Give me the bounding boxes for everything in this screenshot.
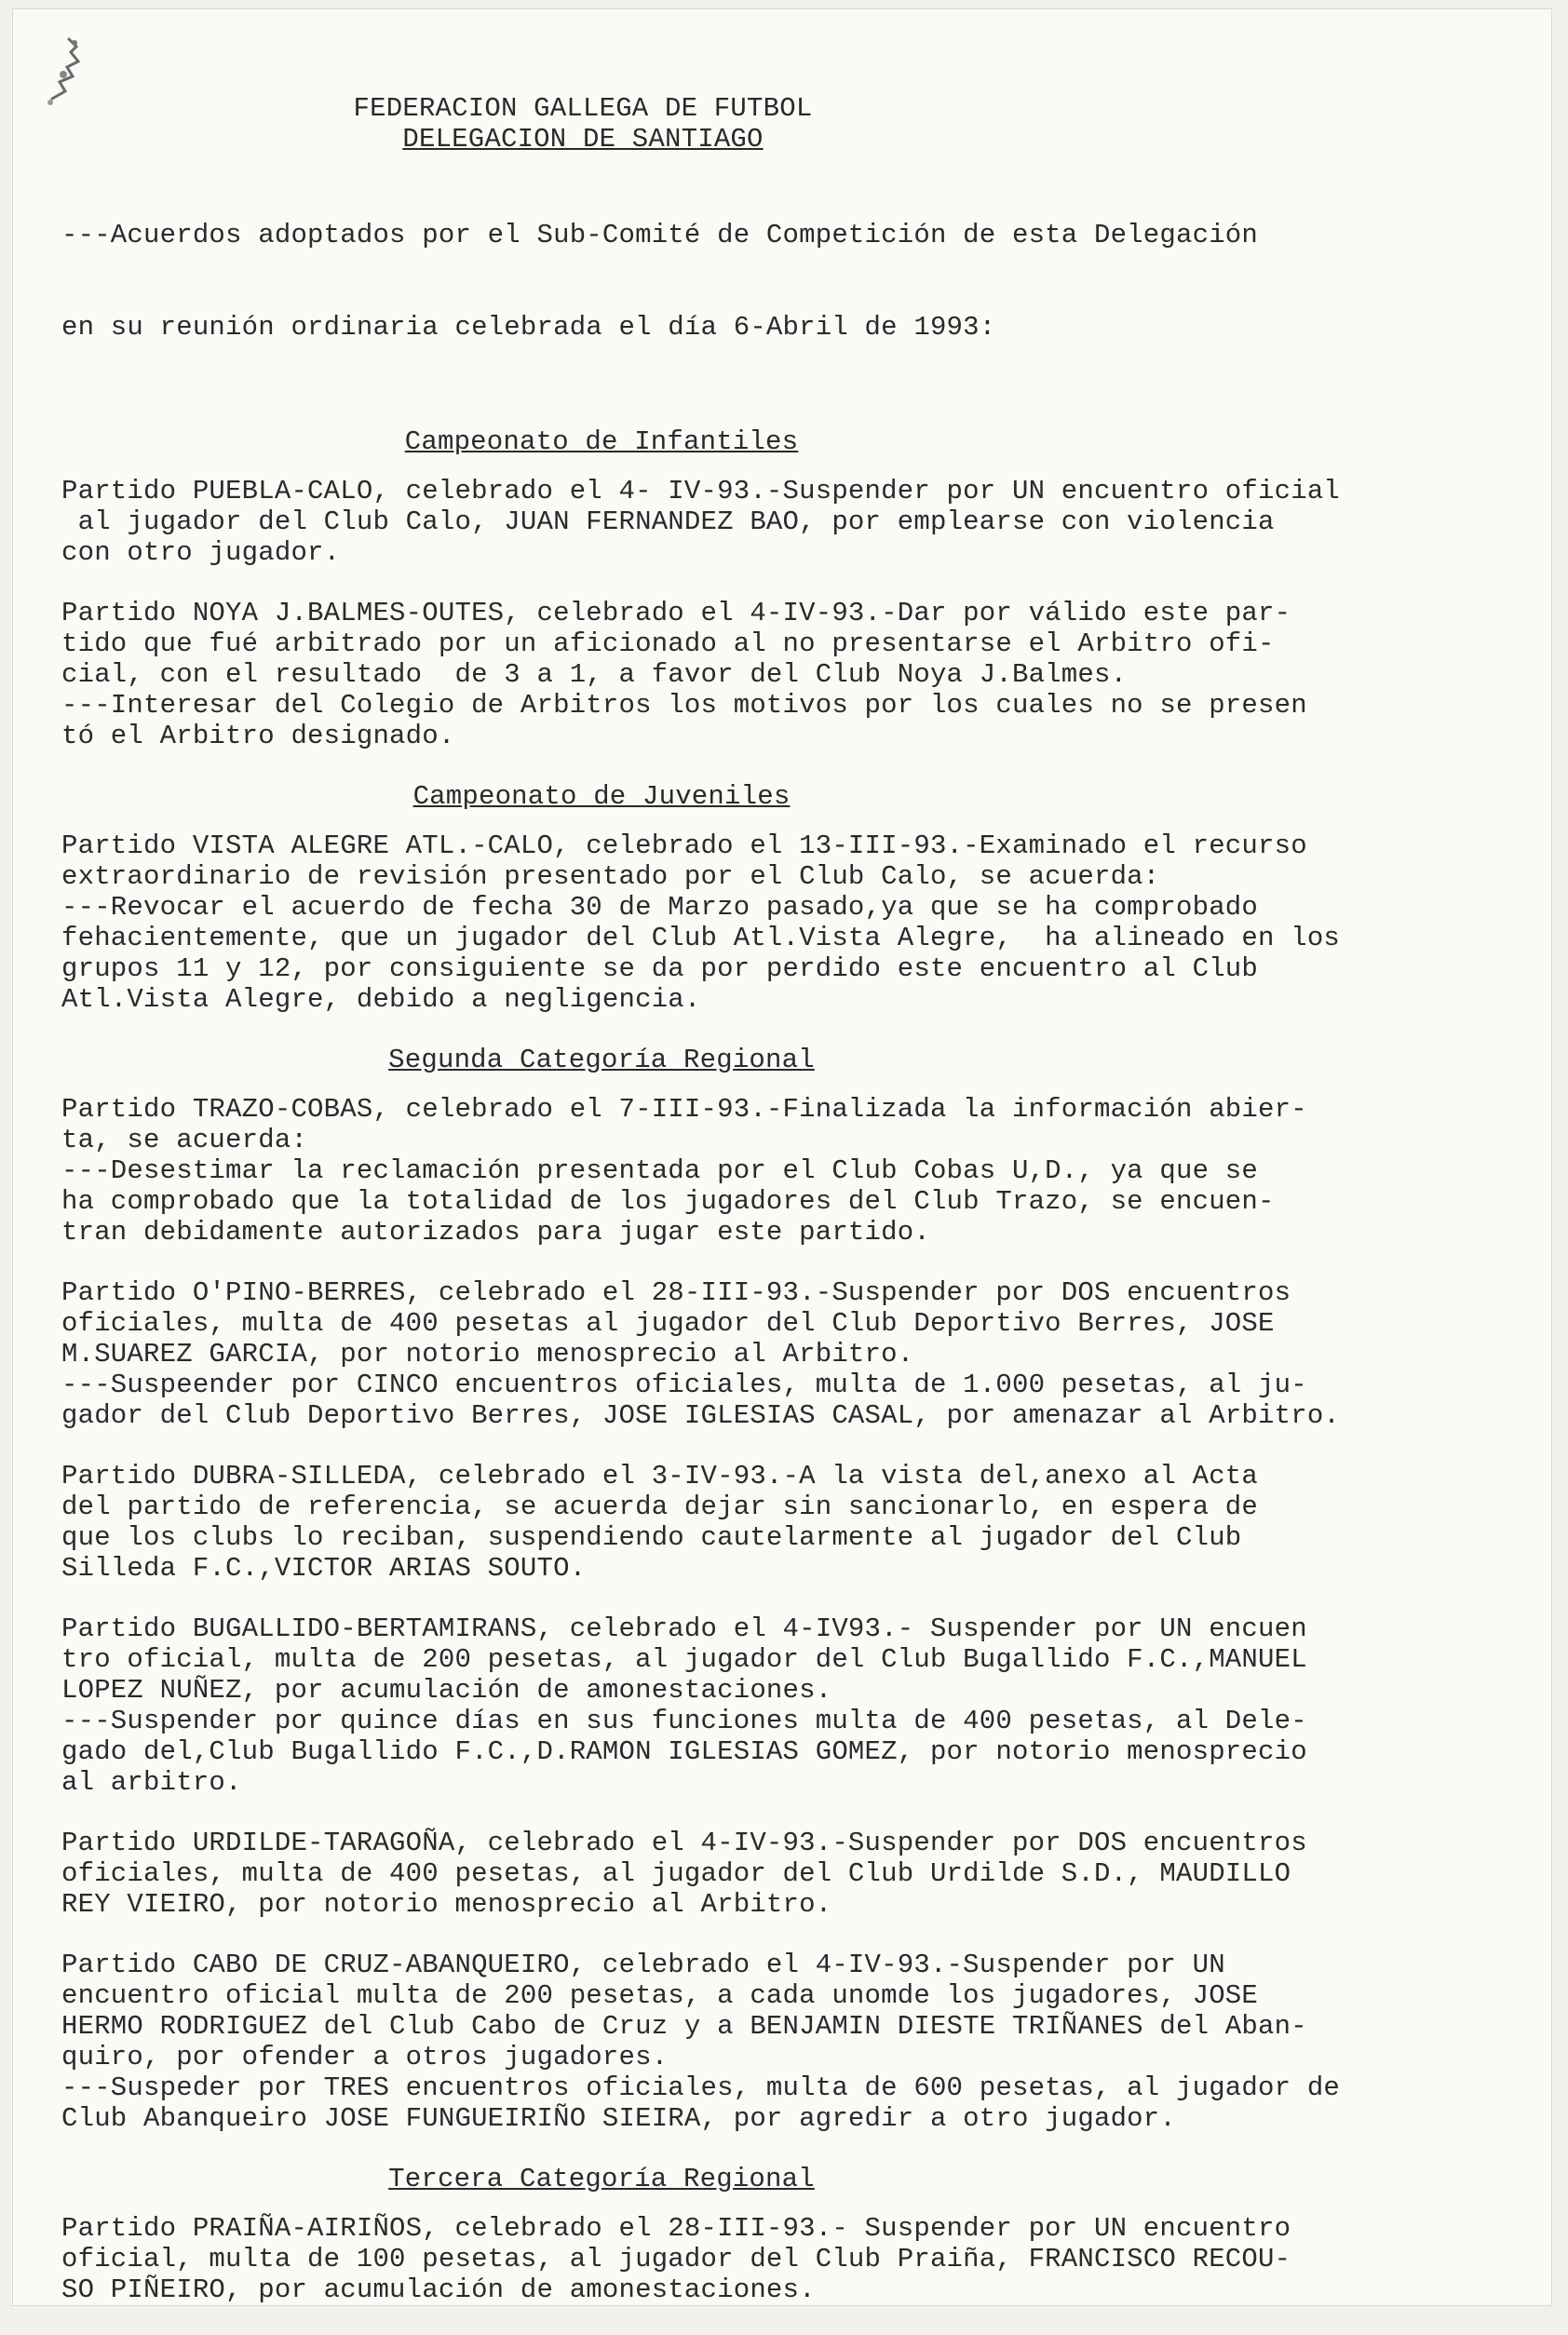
resolution-paragraph <box>61 476 1551 568</box>
intro-line: ---Acuerdos adoptados por el Sub-Comité de Competición de esta Delegación <box>61 220 1259 250</box>
resolution-paragraph <box>61 1613 1551 1798</box>
paragraph-line: quiro, por ofender a otros jugadores. <box>61 2042 669 2072</box>
paragraph-line: oficiales, multa de 400 pesetas al jugador del Club Deportivo Berres, JOSE <box>61 1308 1275 1339</box>
resolution-paragraph <box>61 598 1551 751</box>
paragraph-line: ---Desestimar la reclamación presentada por el Club Cobas U,D., ya que se <box>61 1155 1259 1186</box>
paragraph-line: grupos 11 y 12, por consiguiente se da por perdido este encuentro al Club <box>61 953 1259 984</box>
intro-line: en su reunión ordinaria celebrada el día 6-Abril de 1993: <box>61 312 996 343</box>
paragraph-line: HERMO RODRIGUEZ del Club Cabo de Cruz y a BENJAMIN DIESTE TRIÑANES del Aban- <box>61 2011 1307 2042</box>
paragraph-line: oficial, multa de 100 pesetas, al jugador del Club Praiña, FRANCISCO RECOU- <box>61 2244 1291 2274</box>
paragraph-line: ---Revocar el acuerdo de fecha 30 de Marzo pasado,ya que se ha comprobado <box>61 892 1259 923</box>
paragraph-line: ---Suspender por quince días en sus funciones multa de 400 pesetas, al Dele- <box>61 1706 1307 1736</box>
paragraph-line: encuentro oficial multa de 200 pesetas, a cada unomde los jugadores, JOSE <box>61 1980 1259 2011</box>
paragraph-line: ---Suspeder por TRES encuentros oficiales, multa de 600 pesetas, al jugador de <box>61 2072 1341 2103</box>
resolution-paragraph <box>61 1950 1551 2134</box>
paragraph-line: Partido URDILDE-TARAGOÑA, celebrado el 4-IV-93.-Suspender por DOS encuentros <box>61 1828 1307 1858</box>
paragraph-line: con otro jugador. <box>61 537 341 568</box>
paragraph-line: LOPEZ NUÑEZ, por acumulación de amonestaciones. <box>61 1675 832 1706</box>
paragraph-line: Partido VISTA ALEGRE ATL.-CALO, celebrado el 13-III-93.-Examinado el recurso <box>61 830 1307 861</box>
paragraph-line: Partido BUGALLIDO-BERTAMIRANS, celebrado el 4-IV93.- Suspender por UN encuen <box>61 1613 1307 1644</box>
paragraph-line: REY VIEIRO, por notorio menosprecio al Arbitro. <box>61 1889 832 1920</box>
paragraph-line: Atl.Vista Alegre, debido a negligencia. <box>61 984 701 1015</box>
sections-container <box>61 426 1551 2305</box>
paragraph-line: ta, se acuerda: <box>61 1125 308 1155</box>
paragraph-line: al jugador del Club Calo, JUAN FERNANDEZ BAO, por emplearse con violencia <box>61 506 1275 537</box>
paragraph-line: M.SUAREZ GARCIA, por notorio menosprecio al Arbitro. <box>61 1339 914 1370</box>
resolution-paragraph <box>61 830 1551 1015</box>
resolution-paragraph <box>61 1094 1551 1248</box>
paragraph-line: SO PIÑEIRO, por acumulación de amonestaciones. <box>61 2274 816 2305</box>
paragraph-line: Partido DUBRA-SILLEDA, celebrado el 3-IV-93.-A la vista del,anexo al Acta <box>61 1461 1259 1491</box>
intro-text <box>61 158 1551 404</box>
paragraph-line: Partido PUEBLA-CALO, celebrado el 4- IV-93.-Suspender por UN encuentro oficial <box>61 476 1341 506</box>
section-title: Campeonato de Infantiles <box>404 426 799 457</box>
paragraph-line: al arbitro. <box>61 1767 242 1798</box>
paragraph-line: que los clubs lo reciban, suspendiendo cautelarmente al jugador del Club <box>61 1522 1242 1553</box>
paragraph-line: Partido TRAZO-COBAS, celebrado el 7-III-93.-Finalizada la información abier- <box>61 1094 1307 1125</box>
federation-title: FEDERACION GALLEGA DE FUTBOL <box>353 93 813 124</box>
paragraph-line: cial, con el resultado de 3 a 1, a favor del Club Noya J.Balmes. <box>61 659 1128 690</box>
section-title: Tercera Categoría Regional <box>388 2164 815 2194</box>
delegation-title: DELEGACION DE SANTIAGO <box>402 124 764 155</box>
document-page <box>13 9 1551 2305</box>
paragraph-line: tido que fué arbitrado por un aficionado al no presentarse el Arbitro ofi- <box>61 628 1275 659</box>
paragraph-line: Partido O'PINO-BERRES, celebrado el 28-III-93.-Suspender por DOS encuentros <box>61 1277 1291 1308</box>
section-title: Segunda Categoría Regional <box>388 1045 815 1075</box>
paragraph-line: Partido NOYA J.BALMES-OUTES, celebrado el 4-IV-93.-Dar por válido este par- <box>61 598 1291 628</box>
resolution-paragraph <box>61 1828 1551 1920</box>
paragraph-line: extraordinario de revisión presentado por el Club Calo, se acuerda: <box>61 861 1160 892</box>
paragraph-line: gador del Club Deportivo Berres, JOSE IGLESIAS CASAL, por amenazar al Arbitro. <box>61 1400 1341 1431</box>
paragraph-line: del partido de referencia, se acuerda dejar sin sancionarlo, en espera de <box>61 1491 1259 1522</box>
paragraph-line: Partido CABO DE CRUZ-ABANQUEIRO, celebrado el 4-IV-93.-Suspender por UN <box>61 1950 1225 1980</box>
resolution-paragraph <box>61 2213 1551 2305</box>
paragraph-line: ---Interesar del Colegio de Arbitros los motivos por los cuales no se presen <box>61 690 1307 721</box>
resolution-paragraph <box>61 1461 1551 1584</box>
paragraph-line: ---Suspeender por CINCO encuentros oficiales, multa de 1.000 pesetas, al ju- <box>61 1370 1307 1400</box>
document-header <box>61 93 1104 155</box>
paragraph-line: ha comprobado que la totalidad de los jugadores del Club Trazo, se encuen- <box>61 1186 1275 1217</box>
paragraph-line: gado del,Club Bugallido F.C.,D.RAMON IGLESIAS GOMEZ, por notorio menosprecio <box>61 1736 1307 1767</box>
resolution-paragraph <box>61 1277 1551 1431</box>
paragraph-line: Club Abanqueiro JOSE FUNGUEIRIÑO SIEIRA, por agredir a otro jugador. <box>61 2103 1176 2134</box>
paragraph-line: tran debidamente autorizados para jugar este partido. <box>61 1217 930 1248</box>
paragraph-line: Silleda F.C.,VICTOR ARIAS SOUTO. <box>61 1553 587 1584</box>
document-body <box>61 93 1551 2335</box>
paragraph-line: fehacientemente, que un jugador del Club Atl.Vista Alegre, ha alineado en los <box>61 923 1341 953</box>
paragraph-line: tó el Arbitro designado. <box>61 721 455 751</box>
paragraph-line: Partido PRAIÑA-AIRIÑOS, celebrado el 28-III-93.- Suspender por UN encuentro <box>61 2213 1291 2244</box>
paragraph-line: oficiales, multa de 400 pesetas, al jugador del Club Urdilde S.D., MAUDILLO <box>61 1858 1291 1889</box>
section-title: Campeonato de Juveniles <box>412 781 791 812</box>
paragraph-line: tro oficial, multa de 200 pesetas, al jugador del Club Bugallido F.C.,MANUEL <box>61 1644 1307 1675</box>
